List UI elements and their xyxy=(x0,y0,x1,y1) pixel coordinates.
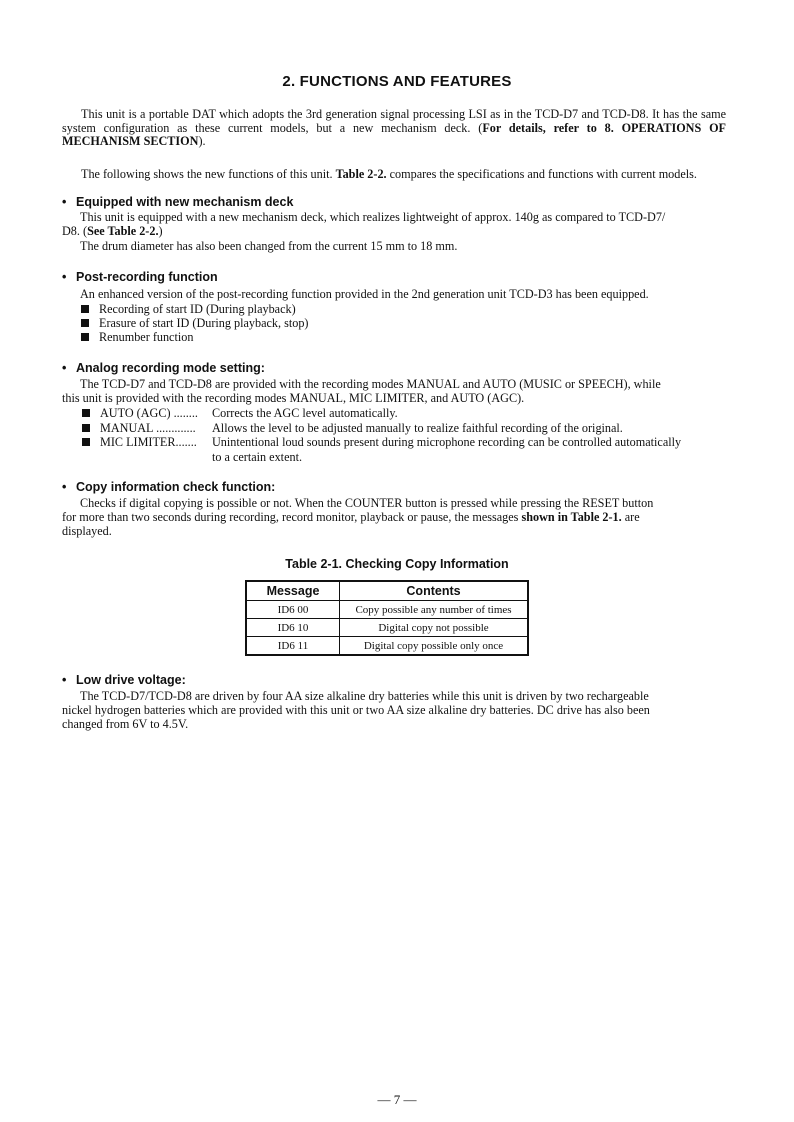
copy-line-2-text: for more than two seconds during recording, record monitor, playback or pause, the messages xyxy=(62,510,522,524)
list-item xyxy=(81,317,309,331)
list-item xyxy=(81,303,296,317)
mode-description: Corrects the AGC level automatically. xyxy=(212,406,398,420)
table-cell-message: ID6 11 xyxy=(246,637,340,656)
analog-line-2: this unit is provided with the recording modes MANUAL, MIC LIMITER, and AUTO (AGC). xyxy=(62,391,525,405)
heading-drive-voltage-text: Low drive voltage: xyxy=(76,673,186,687)
copy-info-table xyxy=(245,580,529,656)
heading-drive-voltage xyxy=(62,673,186,687)
summary-paragraph xyxy=(62,168,726,182)
page-number: — 7 — xyxy=(377,1092,417,1107)
list-item-text: Renumber function xyxy=(99,330,194,344)
intro-paragraph xyxy=(62,108,726,149)
mechanism-line-2 xyxy=(62,225,163,239)
mode-row-auto xyxy=(82,406,398,421)
square-bullet-icon xyxy=(81,305,89,313)
heading-post-recording xyxy=(62,270,218,284)
mode-description: Unintentional loud sounds present during microphone recording can be controlled automatically xyxy=(212,435,682,449)
table-title: Table 2-1. Checking Copy Information xyxy=(285,557,509,571)
intro-text: This unit is a portable DAT which adopts the 3rd generation signal processing LSI as in the TCD-D7 and TCD-D8. It has the same system configuration as these current models, but a new mechanism deck. ( xyxy=(62,107,726,135)
heading-post-recording-text: Post-recording function xyxy=(76,270,218,284)
bullet-icon: • xyxy=(62,480,67,494)
table-cell-contents: Digital copy not possible xyxy=(340,619,529,637)
table-cell-message: ID6 10 xyxy=(246,619,340,637)
list-item-text: Recording of start ID (During playback) xyxy=(99,302,296,316)
page-title: 2. FUNCTIONS AND FEATURES xyxy=(282,73,512,90)
analog-line-1: The TCD-D7 and TCD-D8 are provided with the recording modes MANUAL and AUTO (MUSIC or SPEECH), while xyxy=(80,377,661,391)
intro-tail: ). xyxy=(198,134,206,148)
summary-table-ref: Table 2-2. xyxy=(335,167,387,181)
column-header-message: Message xyxy=(246,581,340,601)
bullet-icon: • xyxy=(62,673,67,687)
square-bullet-icon xyxy=(81,319,89,327)
column-header-contents: Contents xyxy=(340,581,529,601)
drive-line-2: nickel hydrogen batteries which are provided with this unit or two AA size alkaline dry batteries. DC drive has also been xyxy=(62,703,650,717)
heading-copy-check-text: Copy information check function: xyxy=(76,480,276,494)
intro-reference: For details, refer to 8. OPERATIONS OF MECHANISM SECTION xyxy=(62,120,726,148)
heading-analog xyxy=(62,361,265,375)
heading-mechanism-text: Equipped with new mechanism deck xyxy=(76,195,294,209)
heading-analog-text: Analog recording mode setting: xyxy=(76,361,265,375)
copy-table-ref: shown in Table 2-1. xyxy=(521,510,622,524)
mode-row-manual xyxy=(82,421,623,436)
summary-text: The following shows the new functions of this unit. xyxy=(81,167,336,181)
post-recording-text: An enhanced version of the post-recording function provided in the 2nd generation unit TCD-D3 has been equipped. xyxy=(80,287,649,301)
table-cell-contents: Copy possible any number of times xyxy=(340,601,529,619)
drive-line-3: changed from 6V to 4.5V. xyxy=(62,717,189,731)
mode-label: MANUAL ............. xyxy=(100,421,196,435)
table-row xyxy=(246,601,528,619)
square-bullet-icon xyxy=(81,333,89,341)
list-item-text: Erasure of start ID (During playback, stop) xyxy=(99,316,309,330)
square-bullet-icon xyxy=(82,424,90,432)
table-row xyxy=(246,637,528,656)
table-row xyxy=(246,619,528,637)
copy-line-1: Checks if digital copying is possible or not. When the COUNTER button is pressed while pressing the RESET button xyxy=(80,496,654,510)
summary-tail: compares the specifications and functions with current models. xyxy=(386,167,697,181)
drive-line-1: The TCD-D7/TCD-D8 are driven by four AA size alkaline dry batteries while this unit is driven by two rechargeable xyxy=(80,689,649,703)
mechanism-table-ref: See Table 2-2. xyxy=(87,224,159,238)
list-item xyxy=(81,331,193,345)
square-bullet-icon xyxy=(82,438,90,446)
heading-mechanism xyxy=(62,195,293,209)
mode-label: AUTO (AGC) ........ xyxy=(100,406,198,420)
copy-line-2 xyxy=(62,511,640,525)
table-cell-contents: Digital copy possible only once xyxy=(340,637,529,656)
heading-copy-check xyxy=(62,480,275,494)
mechanism-line-3: The drum diameter has also been changed from the current 15 mm to 18 mm. xyxy=(80,239,458,253)
mechanism-line-2-tail: ) xyxy=(158,224,163,238)
mode-description: Allows the level to be adjusted manually to realize faithful recording of the original. xyxy=(212,421,623,435)
mode-row-mic-limiter xyxy=(82,435,682,450)
bullet-icon: • xyxy=(62,361,67,375)
square-bullet-icon xyxy=(82,409,90,417)
mode-label: MIC LIMITER....... xyxy=(100,435,197,449)
bullet-icon: • xyxy=(62,195,67,209)
table-header-row xyxy=(246,581,528,601)
copy-line-2-tail: are xyxy=(621,510,640,524)
mechanism-line-2-text: D8. ( xyxy=(62,224,88,238)
table-cell-message: ID6 00 xyxy=(246,601,340,619)
bullet-icon: • xyxy=(62,270,67,284)
mode-continuation: to a certain extent. xyxy=(212,450,303,464)
mechanism-line-1: This unit is equipped with a new mechanism deck, which realizes lightweight of approx. 140g as compared to TCD-D7/ xyxy=(80,210,666,224)
copy-line-3: displayed. xyxy=(62,524,112,538)
